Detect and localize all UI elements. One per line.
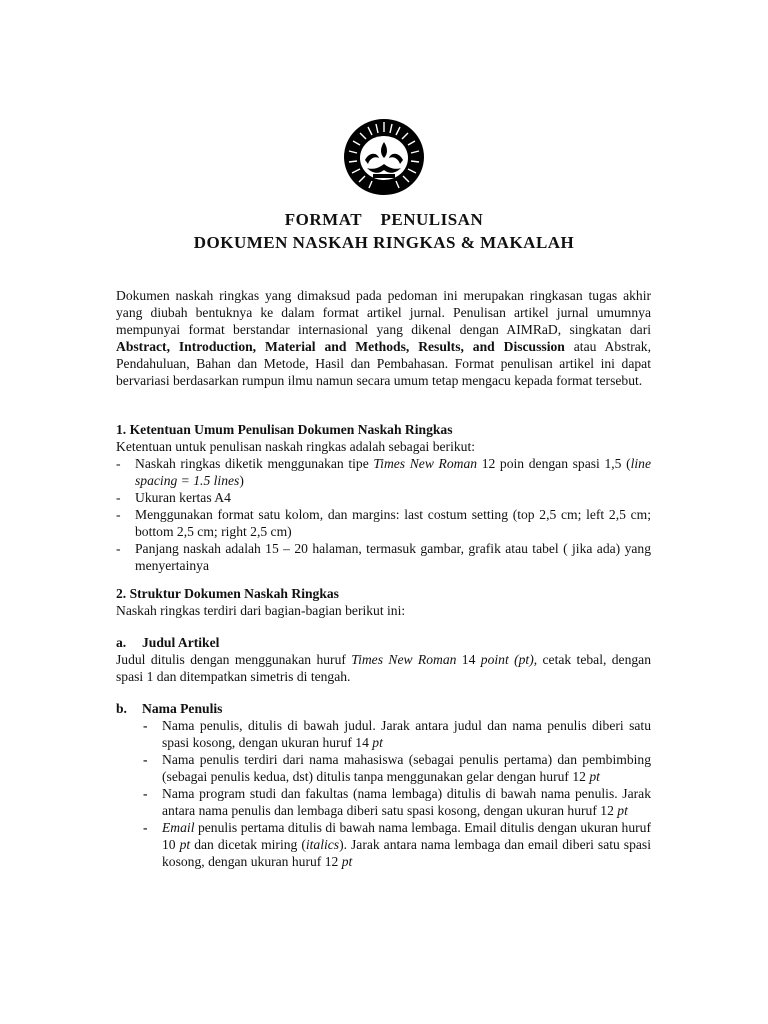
subsection-a-title: Judul Artikel: [142, 635, 220, 650]
document-title-line2: DOKUMEN NASKAH RINGKAS & MAKALAH: [193, 233, 575, 252]
list-item-text: ). Jarak antara nama lembaga dan email diberi satu spasi kosong, dengan ukuran huruf 12: [162, 837, 651, 869]
list-item: [116, 455, 651, 489]
subsection-b-heading: [116, 700, 651, 717]
italic-text: point (pt): [480, 652, 534, 667]
list-item-italic: pt: [617, 803, 628, 818]
subsection-b-title: Nama Penulis: [142, 701, 223, 716]
list-item-text: penulis pertama ditulis di bawah nama lembaga. Email ditulis dengan ukuran huruf 10: [162, 820, 651, 852]
list-item-text: Nama penulis, ditulis di bawah judul. Jarak antara judul dan nama penulis diberi satu spasi kosong, dengan ukuran huruf 14: [162, 718, 651, 750]
list-item-text: Ukuran kertas A4: [135, 490, 231, 505]
list-item-italic: pt: [589, 769, 600, 784]
intro-text-1: Dokumen naskah ringkas yang dimaksud pada pedoman ini merupakan ringkasan tugas akhir yang diubah bentuknya ke dalam format artikel jurnal. Penulisan artikel jurnal umumnya mempunyai format berstandar internasional yang dikenal dengan AIMRaD, singkatan dari: [116, 288, 651, 337]
text: 14: [456, 652, 481, 667]
subsection-a-letter: a.: [116, 635, 127, 650]
list-item-italic: line spacing = 1.5 lines: [135, 456, 652, 488]
section-2: [116, 585, 651, 619]
subsection-b-letter: b.: [116, 701, 127, 716]
list-item-text: Panjang naskah adalah 15 – 20 halaman, termasuk gambar, grafik atau tabel ( jika ada) yang menyertainya: [135, 541, 651, 573]
list-item: [143, 717, 651, 751]
section-1-list: [116, 455, 651, 574]
subsection-b-list: [116, 717, 651, 870]
intro-text-2: atau Abstrak, Pendahuluan, Bahan dan Metode, Hasil dan Pembahasan. Format penulisan artikel ini dapat bervariasi berdasarkan rumpun ilmu namun secara umum tetap mengacu kepada format tersebut.: [116, 339, 651, 388]
list-item-italic: pt: [179, 837, 191, 852]
list-item-italic: Times New Roman: [373, 456, 478, 471]
text: , cetak tebal, dengan spasi 1 dan ditempatkan simetris di tengah.: [116, 652, 651, 684]
makara-logo-icon: [343, 118, 425, 196]
list-item: [116, 540, 651, 574]
list-item: [143, 785, 651, 819]
list-item-text: 12 poin dengan spasi 1,5 (: [477, 456, 631, 471]
list-item-italic: italics: [305, 837, 340, 852]
list-item-italic: pt: [372, 735, 383, 750]
subsection-a-heading: [116, 634, 651, 651]
list-item: [116, 489, 651, 506]
document-title-line1: FORMAT PENULISAN: [284, 210, 484, 229]
section-1-heading: 1. Ketentuan Umum Penulisan Dokumen Naskah Ringkas: [116, 422, 453, 437]
intro-bold-text: Abstract, Introduction, Material and Methods, Results, and Discussion: [116, 339, 565, 354]
intro-paragraph: [116, 287, 651, 389]
text: Judul ditulis dengan menggunakan huruf: [116, 652, 352, 667]
subsection-b: [116, 700, 651, 870]
section-1: [116, 421, 651, 574]
list-item-text: Nama program studi dan fakultas (nama lembaga) ditulis di bawah nama penulis. Jarak antara nama penulis dan lembaga diberi satu spasi kosong, dengan ukuran huruf 12: [162, 786, 651, 818]
italic-text: Times New Roman: [351, 652, 457, 667]
section-1-lead: Ketentuan untuk penulisan naskah ringkas adalah sebagai berikut:: [116, 439, 475, 454]
list-item-text: ): [239, 473, 244, 488]
subsection-a: [116, 634, 651, 685]
section-2-heading: 2. Struktur Dokumen Naskah Ringkas: [116, 586, 339, 601]
list-item-text: Menggunakan format satu kolom, dan margins: last costum setting (top 2,5 cm; left 2,5 cm; bottom 2,5 cm; right 2,5 cm): [135, 507, 651, 539]
list-item-italic: pt: [341, 854, 353, 869]
list-item: [116, 506, 651, 540]
list-item-italic: Email: [162, 820, 195, 835]
list-item-text: Naskah ringkas diketik menggunakan tipe: [135, 456, 374, 471]
section-2-lead: Naskah ringkas terdiri dari bagian-bagian berikut ini:: [116, 603, 406, 618]
list-item-text: Nama penulis terdiri dari nama mahasiswa (sebagai penulis pertama) dan pembimbing (sebagai penulis kedua, dst) ditulis tanpa menggunakan gelar dengan huruf 12: [162, 752, 651, 784]
list-item: [143, 751, 651, 785]
subsection-a-text: [116, 651, 651, 685]
list-item: [143, 819, 651, 870]
list-item-text: dan dicetak miring (: [190, 837, 306, 852]
